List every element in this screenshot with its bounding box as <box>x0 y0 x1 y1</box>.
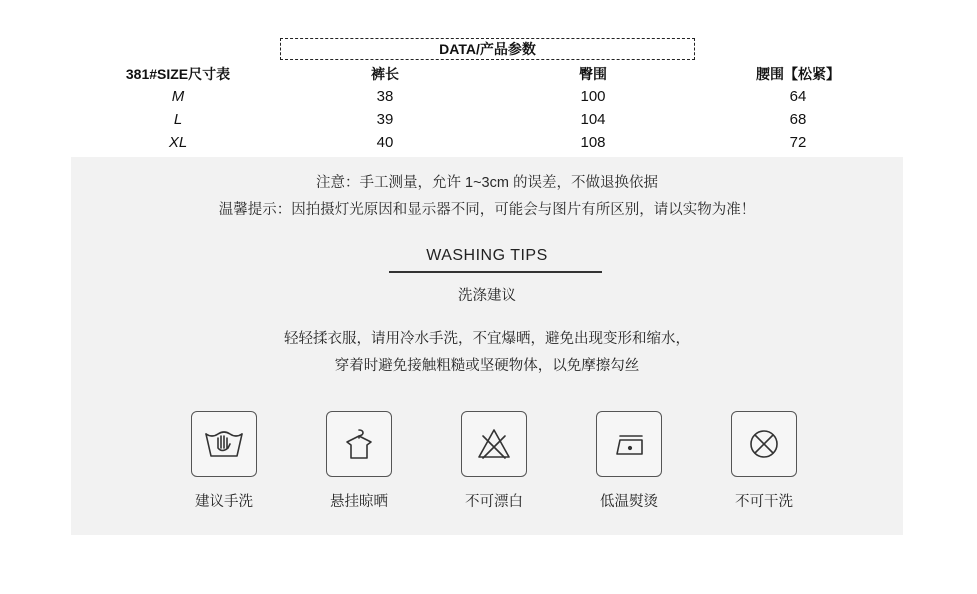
washing-tips-title: WASHING TIPS <box>426 247 548 264</box>
low-iron-icon <box>596 411 662 477</box>
waist-cell: 68 <box>789 111 807 128</box>
hang-dry-icon <box>326 411 392 477</box>
length-cell: 39 <box>376 111 394 128</box>
waist-cell: 72 <box>789 134 807 151</box>
no-dry-clean-icon <box>731 411 797 477</box>
hand-wash-icon <box>191 411 257 477</box>
header-waist: 腰围【松紧】 <box>756 66 840 82</box>
hip-cell: 100 <box>580 88 606 105</box>
waist-cell: 64 <box>789 88 807 105</box>
size-cell: M <box>171 88 185 105</box>
photo-tip: 温馨提示：因拍摄灯光原因和显示器不同，可能会与图片有所区别，请以实物为准！ <box>218 202 756 218</box>
washing-tips-subtitle: 洗涤建议 <box>458 288 516 304</box>
hang-dry-label: 悬挂晾晒 <box>330 494 388 510</box>
size-table-header <box>0 64 977 86</box>
table-row <box>0 111 977 133</box>
care-instruction-1: 轻轻揉衣服，请用冷水手洗，不宜爆晒，避免出现变形和缩水， <box>284 331 690 347</box>
header-size-chart: 381#SIZE尺寸表 <box>125 66 231 82</box>
size-cell: L <box>173 111 183 128</box>
no-dry-clean-label: 不可干洗 <box>735 494 793 510</box>
hand-wash-label: 建议手洗 <box>195 494 253 510</box>
data-title: DATA/产品参数 <box>439 41 536 57</box>
header-length: 裤长 <box>371 66 399 82</box>
length-cell: 40 <box>376 134 394 151</box>
washing-title-divider <box>389 271 602 273</box>
hip-cell: 108 <box>580 134 606 151</box>
no-bleach-icon <box>461 411 527 477</box>
washing-panel <box>71 157 903 535</box>
low-iron-label: 低温熨烫 <box>600 494 658 510</box>
no-bleach-label: 不可漂白 <box>465 494 523 510</box>
header-hip: 臀围 <box>579 66 607 82</box>
data-title-box <box>280 38 695 60</box>
measurement-note: 注意：手工测量，允许 1~3cm 的误差，不做退换依据 <box>316 175 658 191</box>
care-instruction-2: 穿着时避免接触粗糙或坚硬物体，以免摩擦勾丝 <box>334 358 640 374</box>
hip-cell: 104 <box>580 111 606 128</box>
length-cell: 38 <box>376 88 394 105</box>
table-row <box>0 88 977 110</box>
size-cell: XL <box>168 134 188 151</box>
table-row <box>0 134 977 156</box>
